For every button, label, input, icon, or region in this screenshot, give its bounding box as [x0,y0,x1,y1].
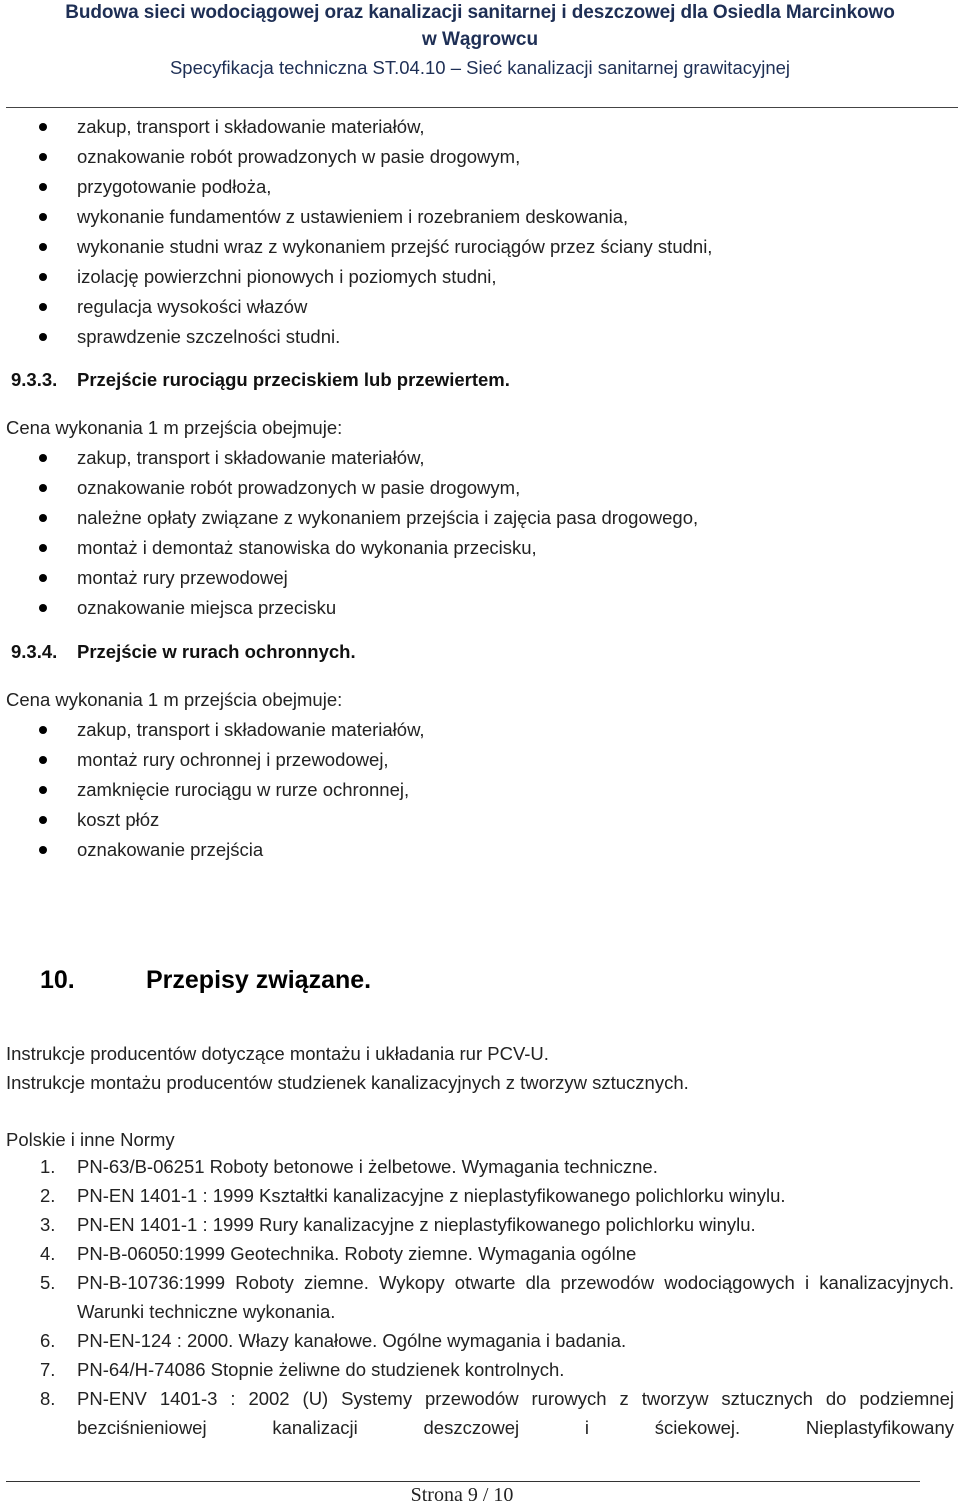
norm-number: 4. [40,1243,56,1264]
norm-item [0,1239,960,1268]
header-location: w Wągrowcu [421,29,539,50]
paragraph: Instrukcje montażu producentów studzienek kanalizacyjnych z tworzyw sztucznych. [6,1072,689,1093]
document-body [0,110,960,865]
norm-text: PN-EN-124 : 2000. Włazy kanałowe. Ogólne wymagania i badania. [77,1330,627,1351]
norm-item [0,1210,960,1239]
norm-number: 6. [40,1330,56,1351]
list-item: należne opłaty związane z wykonaniem przejścia i zajęcia pasa drogowego, [0,503,960,533]
norms-heading: Polskie i inne Normy [6,1129,175,1150]
page-header [0,0,960,82]
norm-text: PN-63/B-06251 Roboty betonowe i żelbetowe. Wymagania techniczne. [77,1156,658,1177]
list-item: koszt płóz [0,805,960,835]
norm-item [0,1181,960,1210]
section-heading-10 [40,966,371,995]
norm-text: PN-ENV 1401-3 : 2002 (U) Systemy przewodów rurowych z tworzyw sztucznych do podziemnej bezciśnieniowej kanalizacji deszczowej i ściekowej. Nieplastyfikowany [77,1388,954,1438]
list-item: przygotowanie podłoża, [0,172,960,202]
norm-item [0,1268,960,1326]
list-item: montaż i demontaż stanowiska do wykonania przecisku, [0,533,960,563]
norm-text: PN-EN 1401-1 : 1999 Rury kanalizacyjne z nieplastyfikowanego polichlorku winylu. [77,1214,756,1235]
norms-list [0,1152,960,1442]
norm-item [0,1326,960,1355]
list-item: zakup, transport i składowanie materiałów, [0,443,960,473]
list-item: zamknięcie rurociągu w rurze ochronnej, [0,775,960,805]
norm-text: PN-EN 1401-1 : 1999 Kształtki kanalizacyjne z nieplastyfikowanego polichlorku winylu. [77,1185,786,1206]
section-title: Przepisy związane. [146,966,372,994]
list-item: regulacja wysokości włazów [0,292,960,322]
list-scope-casing-pipes [0,715,960,865]
list-item: zakup, transport i składowanie materiałów, [0,112,960,142]
section-number: 10. [40,966,75,994]
page-number: Strona 9 / 10 [410,1484,514,1506]
norm-number: 8. [40,1388,56,1409]
section-title: Przejście rurociągu przeciskiem lub przewiertem. [77,369,510,390]
list-scope-manholes [0,112,960,352]
norm-text: PN-B-10736:1999 Roboty ziemne. Wykopy otwarte dla przewodów wodociągowych i kanalizacyjnych. Warunki techniczne wykonania. [77,1272,954,1322]
norm-number: 3. [40,1214,56,1235]
list-item: oznakowanie miejsca przecisku [0,593,960,623]
section-number: 9.3.4. [11,641,58,662]
list-item: izolację powierzchni pionowych i poziomych studni, [0,262,960,292]
list-item: zakup, transport i składowanie materiałów, [0,715,960,745]
section-heading-9-3-4 [0,637,960,667]
norm-number: 7. [40,1359,56,1380]
section-heading-9-3-3 [0,365,960,395]
list-item: oznakowanie robót prowadzonych w pasie drogowym, [0,473,960,503]
section-intro: Cena wykonania 1 m przejścia obejmuje: [6,417,343,438]
header-spec-title: Specyfikacja techniczna ST.04.10 – Sieć kanalizacji sanitarnej grawitacyjnej [169,57,791,78]
list-item: sprawdzenie szczelności studni. [0,322,960,352]
norm-number: 2. [40,1185,56,1206]
list-item: wykonanie studni wraz z wykonaniem przejść rurociągów przez ściany studni, [0,232,960,262]
paragraph: Instrukcje producentów dotyczące montażu i układania rur PCV-U. [6,1043,549,1064]
list-item: oznakowanie przejścia [0,835,960,865]
footer-divider [6,1481,920,1482]
norm-text: PN-64/H-74086 Stopnie żeliwne do studzienek kontrolnych. [77,1359,565,1380]
section-intro: Cena wykonania 1 m przejścia obejmuje: [6,689,343,710]
list-item: wykonanie fundamentów z ustawieniem i rozebraniem deskowania, [0,202,960,232]
list-item: oznakowanie robót prowadzonych w pasie drogowym, [0,142,960,172]
header-project-title: Budowa sieci wodociągowej oraz kanalizacji sanitarnej i deszczowej dla Osiedla Marcinkowo [65,2,895,23]
list-scope-boring [0,443,960,623]
norm-item [0,1384,960,1442]
norm-item [0,1152,960,1181]
norm-number: 5. [40,1272,56,1293]
section-title: Przejście w rurach ochronnych. [77,641,356,662]
norm-item [0,1355,960,1384]
norm-text: PN-B-06050:1999 Geotechnika. Roboty ziemne. Wymagania ogólne [77,1243,637,1264]
list-item: montaż rury ochronnej i przewodowej, [0,745,960,775]
norm-number: 1. [40,1156,56,1177]
list-item: montaż rury przewodowej [0,563,960,593]
section-number: 9.3.3. [11,369,58,390]
header-divider [6,107,958,108]
